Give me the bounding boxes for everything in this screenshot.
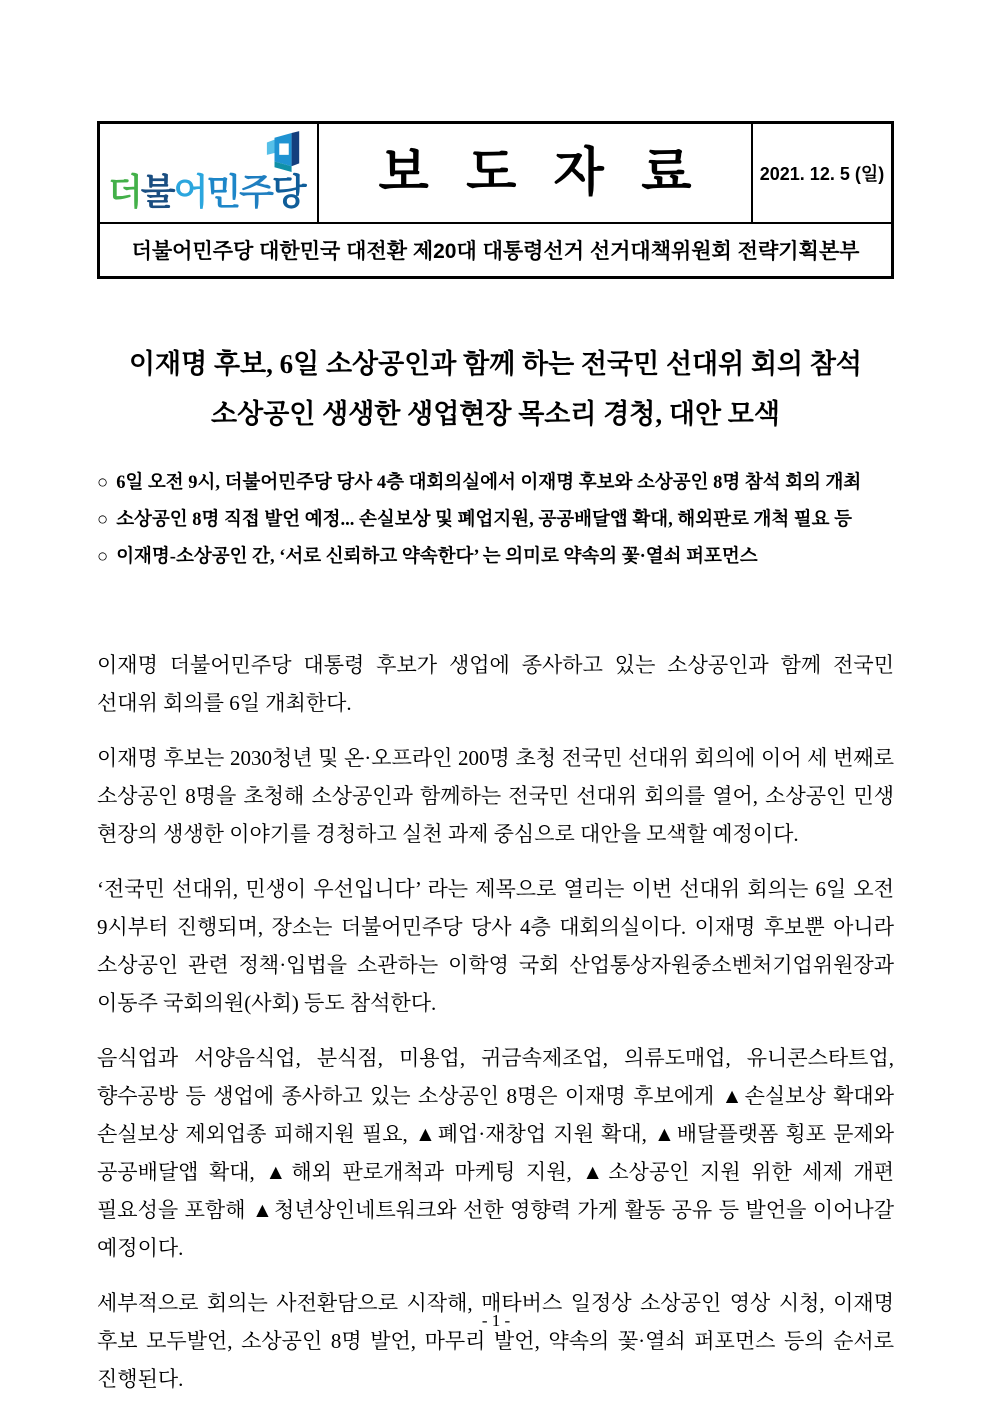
header-table: [97, 121, 894, 279]
body-paragraph: 음식업과 서양음식업, 분식점, 미용업, 귀금속제조업, 의류도매업, 유니콘스타트업, 향수공방 등 생업에 종사하고 있는 소상공인 8명은 이재명 후보에게 ▲손실보상 확대와 손실보상 제외업종 피해지원 필요, ▲폐업·재창업 지원 확대, ▲배달플랫폼 횡포 문제와 공공배달앱 확대, ▲해외 판로개척과 마케팅 지원, ▲소상공인 지원 위한 세제 개편 필요성을 포함해 ▲청년상인네트워크와 선한 영향력 가게 활동 공유 등 발언을 이어나갈 예정이다.: [97, 1046, 894, 1260]
body-paragraph: 이재명 후보는 2030청년 및 온·오프라인 200명 초청 전국민 선대위 회의에 이어 세 번째로 소상공인 8명을 초청해 소상공인과 함께하는 전국민 선대위 회의를 열어, 소상공인 민생 현장의 생생한 이야기를 경청하고 실천 과제 중심으로 대안을 모색할 예정이다.: [97, 746, 894, 846]
bullet-text: 이재명-소상공인 간, ‘서로 신뢰하고 약속한다’ 는 의미로 약속의 꽃·열쇠 퍼포먼스: [116, 547, 758, 567]
bullet-marker: ○: [97, 510, 109, 530]
page-number: - 1 -: [481, 1311, 511, 1330]
bullet-text: 소상공인 8명 직접 발언 예정... 손실보상 및 폐업지원, 공공배달앱 확대, 해외판로 개척 필요 등: [116, 510, 853, 530]
date-cell: [753, 124, 891, 222]
org-line-cell: [100, 224, 891, 276]
org-line: 더불어민주당 대한민국 대전환 제20대 대통령선거 선거대책위원회 전략기획본부: [131, 240, 860, 263]
body-paragraph: 이재명 더불어민주당 대통령 후보가 생업에 종사하고 있는 소상공인과 함께 전국민 선대위 회의를 6일 개최한다.: [97, 653, 894, 715]
bullet-marker: ○: [97, 473, 109, 493]
headline-line2: 소상공인 생생한 생업현장 목소리 경청, 대안 모색: [211, 399, 780, 429]
body-paragraph: ‘전국민 선대위, 민생이 우선입니다’ 라는 제목으로 열리는 이번 선대위 회의는 6일 오전 9시부터 진행되며, 장소는 더불어민주당 당사 4층 대회의실이다. 이재명 후보뿐 아니라 소상공인 관련 정책·입법을 소관하는 이학영 국회 산업통상자원중소벤처기업위원장과 이동주 국회의원(사회) 등도 참석한다.: [97, 877, 894, 1015]
body-text: [97, 646, 894, 1398]
headline-line1: 이재명 후보, 6일 소상공인과 함께 하는 전국민 선대위 회의 참석: [128, 349, 863, 379]
bullet-marker: ○: [97, 547, 109, 567]
summary-bullets: [97, 465, 894, 576]
bullet-text: 6일 오전 9시, 더불어민주당 당사 4층 대회의실에서 이재명 후보와 소상공인 8명 참석 회의 개최: [116, 473, 862, 493]
header-row-main: [100, 124, 891, 224]
bullet-item: [97, 502, 894, 539]
bullet-item: [97, 465, 894, 502]
headline: [97, 339, 894, 439]
party-logo-text: 더불어민주당: [108, 171, 305, 212]
party-logo-cell: [100, 124, 319, 222]
doc-type-cell: [319, 124, 753, 222]
bullet-item: [97, 539, 894, 576]
document-type-title: 보 도 자 료: [378, 144, 703, 202]
release-date: 2021. 12. 5 (일): [759, 164, 885, 184]
body-paragraph: 세부적으로 회의는 사전환담으로 시작해, 매타버스 일정상 소상공인 영상 시청, 이재명 후보 모두발언, 소상공인 8명 발언, 마무리 발언, 약속의 꽃·열쇠 퍼포먼스 등의 순서로 진행된다.: [97, 1291, 894, 1391]
